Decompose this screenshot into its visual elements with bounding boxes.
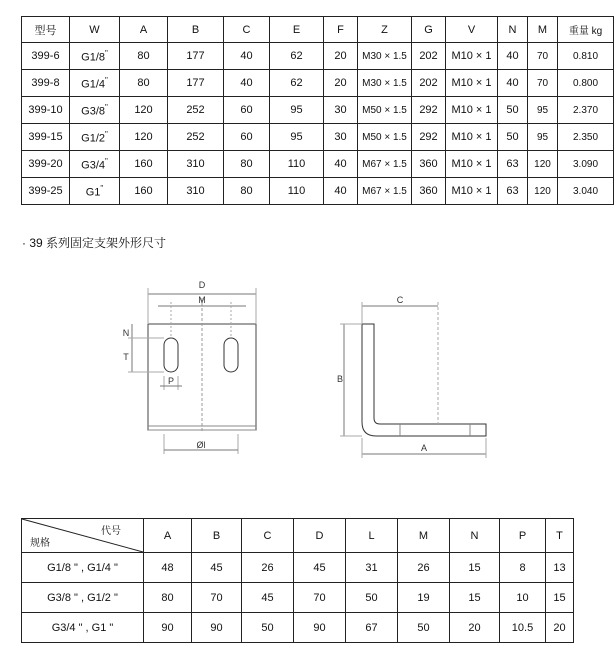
table-cell: 90 bbox=[192, 613, 242, 643]
table-cell bbox=[70, 178, 120, 205]
table-cell: 26 bbox=[398, 553, 450, 583]
inch-mark: " bbox=[105, 75, 108, 85]
spec-header-cell: W bbox=[70, 17, 120, 43]
table-cell: 0.810 bbox=[558, 43, 614, 70]
table-cell: 360 bbox=[412, 151, 446, 178]
table-cell: 31 bbox=[346, 553, 398, 583]
spec-header-cell: G bbox=[412, 17, 446, 43]
table-cell: 15 bbox=[450, 553, 500, 583]
table-row bbox=[22, 151, 614, 178]
table-cell: 40 bbox=[324, 151, 358, 178]
table-cell: 310 bbox=[168, 151, 224, 178]
table-cell: M10 × 1 bbox=[446, 178, 498, 205]
table-cell: 120 bbox=[120, 124, 168, 151]
table-cell: 310 bbox=[168, 178, 224, 205]
thread-size: G1/2 bbox=[81, 132, 105, 145]
table-cell: 20 bbox=[324, 43, 358, 70]
table-cell: 95 bbox=[528, 97, 558, 124]
table-cell: 120 bbox=[120, 97, 168, 124]
table-cell: 399-20 bbox=[22, 151, 70, 178]
table-cell: 45 bbox=[242, 583, 294, 613]
inch-mark: " bbox=[100, 183, 104, 193]
table-cell: M10 × 1 bbox=[446, 70, 498, 97]
table-cell: 48 bbox=[144, 553, 192, 583]
table-cell: 80 bbox=[144, 583, 192, 613]
spec-table-header bbox=[22, 17, 614, 43]
inch-mark: " bbox=[105, 129, 108, 139]
table-cell bbox=[70, 70, 120, 97]
table-cell: 50 bbox=[498, 97, 528, 124]
table-cell: 20 bbox=[450, 613, 500, 643]
table-cell: M10 × 1 bbox=[446, 97, 498, 124]
table-cell: 62 bbox=[270, 43, 324, 70]
table-cell: 45 bbox=[192, 553, 242, 583]
label-N: N bbox=[122, 328, 130, 338]
table-cell: 62 bbox=[270, 70, 324, 97]
table-cell: 90 bbox=[144, 613, 192, 643]
table-cell: 399-25 bbox=[22, 178, 70, 205]
table-cell: 60 bbox=[224, 97, 270, 124]
thread-size: G3/4 bbox=[81, 159, 105, 172]
table-cell: 10 bbox=[500, 583, 546, 613]
thread-size: G1/8 bbox=[81, 51, 105, 64]
side-view bbox=[340, 302, 486, 458]
thread-size: G3/8 bbox=[81, 105, 105, 118]
table-cell: 40 bbox=[498, 70, 528, 97]
table-cell: 80 bbox=[120, 70, 168, 97]
table-cell: M50 × 1.5 bbox=[358, 97, 412, 124]
thread-size: G1/4 bbox=[81, 78, 105, 91]
table-cell: 252 bbox=[168, 124, 224, 151]
spec-header-cell: A bbox=[120, 17, 168, 43]
table-cell: 15 bbox=[546, 583, 574, 613]
table-cell: 50 bbox=[346, 583, 398, 613]
table-row bbox=[22, 43, 614, 70]
table-cell: 292 bbox=[412, 124, 446, 151]
spec-header-cell: Z bbox=[358, 17, 412, 43]
spec-header-cell: E bbox=[270, 17, 324, 43]
table-cell: 252 bbox=[168, 97, 224, 124]
table-cell: 50 bbox=[498, 124, 528, 151]
corner-bottom-label: 规格 bbox=[30, 538, 50, 549]
bracket-header-cell: M bbox=[398, 519, 450, 553]
label-A: A bbox=[420, 443, 428, 453]
table-cell: 160 bbox=[120, 178, 168, 205]
table-cell: M10 × 1 bbox=[446, 151, 498, 178]
table-cell: 26 bbox=[242, 553, 294, 583]
spec-header-cell: M bbox=[528, 17, 558, 43]
table-cell: 95 bbox=[270, 97, 324, 124]
table-cell: M10 × 1 bbox=[446, 124, 498, 151]
table-cell: 110 bbox=[270, 151, 324, 178]
label-D: D bbox=[198, 280, 206, 290]
spec-header-cell: 型号 bbox=[22, 17, 70, 43]
corner-header bbox=[22, 519, 144, 553]
table-cell: 40 bbox=[224, 70, 270, 97]
bracket-header-cell: T bbox=[546, 519, 574, 553]
spec-cell: G3/8 " , G1/2 " bbox=[22, 583, 144, 613]
table-cell: M10 × 1 bbox=[446, 43, 498, 70]
table-cell: 13 bbox=[546, 553, 574, 583]
inch-mark: " bbox=[105, 48, 108, 58]
inch-mark: " bbox=[105, 102, 108, 112]
label-P: P bbox=[167, 376, 175, 386]
table-cell: 40 bbox=[324, 178, 358, 205]
table-cell: 40 bbox=[498, 43, 528, 70]
table-row bbox=[22, 553, 574, 583]
spec-header-cell: V bbox=[446, 17, 498, 43]
bracket-table-header bbox=[22, 519, 574, 553]
front-view bbox=[128, 288, 256, 454]
table-cell: 80 bbox=[224, 151, 270, 178]
label-phi-l: Øl bbox=[196, 440, 206, 450]
table-cell: 70 bbox=[528, 70, 558, 97]
table-cell: 67 bbox=[346, 613, 398, 643]
table-cell: 90 bbox=[294, 613, 346, 643]
spec-header-cell: B bbox=[168, 17, 224, 43]
table-cell: 0.800 bbox=[558, 70, 614, 97]
spec-cell: G1/8 " , G1/4 " bbox=[22, 553, 144, 583]
table-cell: 80 bbox=[120, 43, 168, 70]
table-cell bbox=[70, 97, 120, 124]
table-cell: 2.350 bbox=[558, 124, 614, 151]
table-cell: 8 bbox=[500, 553, 546, 583]
table-cell: 399-6 bbox=[22, 43, 70, 70]
table-cell bbox=[70, 43, 120, 70]
table-cell: 95 bbox=[528, 124, 558, 151]
label-B: B bbox=[336, 374, 344, 384]
table-cell: 20 bbox=[324, 70, 358, 97]
table-cell: M30 × 1.5 bbox=[358, 70, 412, 97]
table-cell: 30 bbox=[324, 97, 358, 124]
table-cell: 399-10 bbox=[22, 97, 70, 124]
table-cell bbox=[70, 151, 120, 178]
table-row bbox=[22, 124, 614, 151]
table-cell: 3.090 bbox=[558, 151, 614, 178]
table-cell: 177 bbox=[168, 70, 224, 97]
table-cell: 63 bbox=[498, 151, 528, 178]
spec-cell: G3/4 " , G1 " bbox=[22, 613, 144, 643]
label-M: M bbox=[198, 295, 206, 305]
table-cell: 292 bbox=[412, 97, 446, 124]
table-cell: 80 bbox=[224, 178, 270, 205]
table-cell: 60 bbox=[224, 124, 270, 151]
thread-size: G1 bbox=[85, 186, 101, 199]
table-row bbox=[22, 70, 614, 97]
table-cell: 360 bbox=[412, 178, 446, 205]
bracket-table bbox=[21, 518, 574, 643]
table-cell: 399-8 bbox=[22, 70, 70, 97]
bracket-header-cell: B bbox=[192, 519, 242, 553]
table-cell: 399-15 bbox=[22, 124, 70, 151]
table-cell: 110 bbox=[270, 178, 324, 205]
table-cell: 3.040 bbox=[558, 178, 614, 205]
table-cell: 202 bbox=[412, 43, 446, 70]
table-cell: 30 bbox=[324, 124, 358, 151]
table-cell: 120 bbox=[528, 178, 558, 205]
table-cell: 40 bbox=[224, 43, 270, 70]
table-cell: 50 bbox=[398, 613, 450, 643]
table-cell bbox=[70, 124, 120, 151]
table-row bbox=[22, 178, 614, 205]
table-cell: 70 bbox=[192, 583, 242, 613]
table-cell: 160 bbox=[120, 151, 168, 178]
table-cell: 20 bbox=[546, 613, 574, 643]
bracket-drawing bbox=[0, 258, 596, 478]
table-cell: 177 bbox=[168, 43, 224, 70]
table-cell: 202 bbox=[412, 70, 446, 97]
table-cell: 63 bbox=[498, 178, 528, 205]
spec-header-cell: 重量 kg bbox=[558, 17, 614, 43]
bracket-header-cell: N bbox=[450, 519, 500, 553]
table-cell: 70 bbox=[528, 43, 558, 70]
table-cell: 15 bbox=[450, 583, 500, 613]
section-title: · 39 系列固定支架外形尺寸 bbox=[22, 236, 167, 250]
bracket-header-cell: A bbox=[144, 519, 192, 553]
table-cell: 120 bbox=[528, 151, 558, 178]
label-C: C bbox=[396, 295, 404, 305]
bracket-header-cell: L bbox=[346, 519, 398, 553]
table-cell: 2.370 bbox=[558, 97, 614, 124]
table-row bbox=[22, 613, 574, 643]
inch-mark: " bbox=[105, 156, 108, 166]
table-cell: 50 bbox=[242, 613, 294, 643]
bracket-header-cell: P bbox=[500, 519, 546, 553]
bracket-header-cell: D bbox=[294, 519, 346, 553]
table-cell: 19 bbox=[398, 583, 450, 613]
table-cell: 10.5 bbox=[500, 613, 546, 643]
corner-top-label: 代号 bbox=[101, 526, 121, 537]
label-T: T bbox=[123, 352, 129, 362]
table-cell: 95 bbox=[270, 124, 324, 151]
table-cell: M30 × 1.5 bbox=[358, 43, 412, 70]
table-row bbox=[22, 97, 614, 124]
table-cell: M50 × 1.5 bbox=[358, 124, 412, 151]
spec-table bbox=[21, 16, 614, 205]
spec-header-cell: F bbox=[324, 17, 358, 43]
table-row bbox=[22, 583, 574, 613]
spec-header-cell: N bbox=[498, 17, 528, 43]
table-cell: 45 bbox=[294, 553, 346, 583]
table-cell: M67 × 1.5 bbox=[358, 178, 412, 205]
table-cell: 70 bbox=[294, 583, 346, 613]
bracket-header-cell: C bbox=[242, 519, 294, 553]
spec-header-cell: C bbox=[224, 17, 270, 43]
table-cell: M67 × 1.5 bbox=[358, 151, 412, 178]
